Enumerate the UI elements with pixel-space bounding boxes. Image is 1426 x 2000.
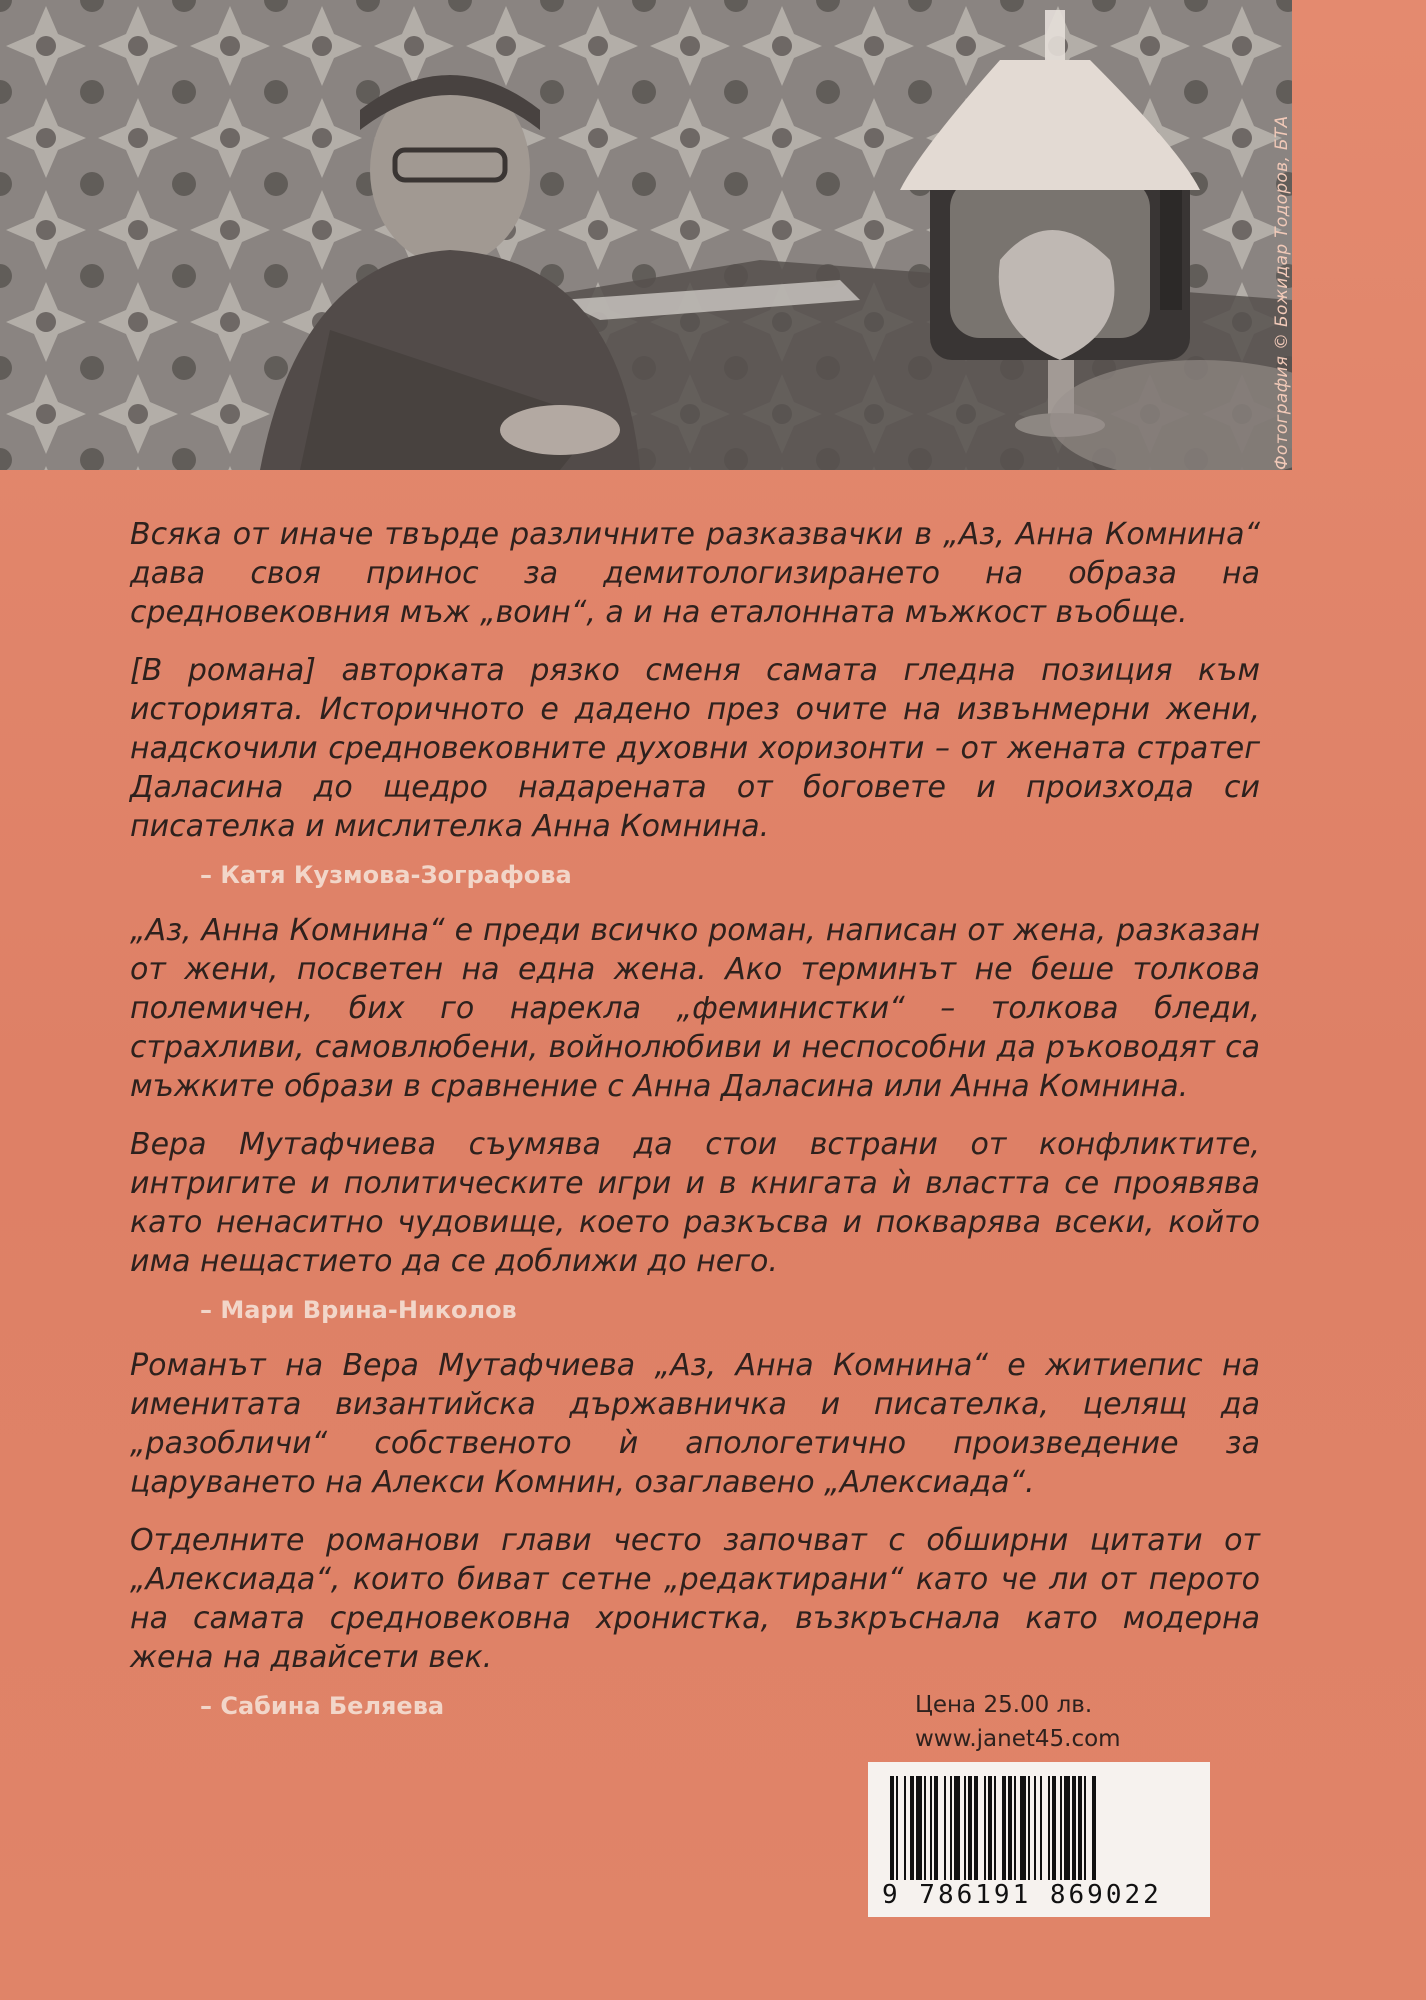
- barcode-bar: [896, 1776, 898, 1880]
- barcode-bar: [1072, 1776, 1076, 1880]
- barcode-bar: [1064, 1776, 1070, 1880]
- barcode-bar: [968, 1776, 972, 1880]
- price-block: [915, 1688, 1121, 1756]
- barcode-bar: [1092, 1776, 1096, 1880]
- barcode-bar: [954, 1776, 960, 1880]
- barcode-bar: [988, 1776, 992, 1880]
- blurb-author: – Катя Кузмова-Зографова: [200, 861, 572, 889]
- barcode-bar: [1060, 1776, 1062, 1880]
- barcode-bar: [1014, 1776, 1016, 1880]
- barcode-bar: [1040, 1776, 1042, 1880]
- blurb-paragraph: „Аз, Анна Комнина“ е преди всичко роман, написан от жена, разказан от жени, посветен на една жена. Ако терминът не беше толкова полемичен, бих го нарекла „феминистки“ – толкова бледи, страхливи, самовлюбени, войнолюбиви и неспособни да ръководят са мъжките образи в сравнение с Анна Даласина или Анна Комнина.: [130, 913, 1260, 1104]
- blurb-paragraph: Всяка от иначе твърде различните разказвачки в „Аз, Анна Комнина“ дава своя принос за демитологизирането на образа на средновековния мъж „воин“, а и на еталонната мъжкост въобще.: [130, 517, 1260, 630]
- barcode-bar: [1084, 1776, 1086, 1880]
- barcode-bar: [950, 1776, 952, 1880]
- barcode-bar: [1028, 1776, 1030, 1880]
- blurb-paragraph: Романът на Вера Мутафчиева „Аз, Анна Комнина“ е житиепис на именитата византийска държавничка и писателка, целящ да „разобличи“ собственото ѝ апологетично произведение за царуването на Алекси Комнин, озаглавено „Алексиада“.: [130, 1348, 1260, 1500]
- blurb-author: – Сабина Беляева: [200, 1692, 445, 1720]
- barcode-bar: [924, 1776, 926, 1880]
- barcode-bar: [1048, 1776, 1050, 1880]
- isbn-number: 9 786191 869022: [882, 1880, 1162, 1910]
- author-photo: [0, 0, 1292, 470]
- barcode-bar: [916, 1776, 922, 1880]
- price: Цена 25.00 лв.: [915, 1692, 1093, 1718]
- barcode-bar: [994, 1776, 996, 1880]
- barcode-bar: [934, 1776, 938, 1880]
- barcode-bar: [1008, 1776, 1012, 1880]
- barcode-bar: [984, 1776, 986, 1880]
- barcode-bar: [1020, 1776, 1026, 1880]
- blurbs-column: [130, 515, 1260, 1742]
- blurb-author: – Мари Врина-Николов: [200, 1296, 517, 1324]
- barcode-bar: [944, 1776, 946, 1880]
- barcode-bar: [1002, 1776, 1006, 1880]
- photo-credit: Фотография © Божидар Тодоров, БТА: [1272, 115, 1292, 470]
- barcode-bar: [964, 1776, 966, 1880]
- barcode: [868, 1762, 1210, 1917]
- barcode-bars: [886, 1776, 1192, 1880]
- barcode-bar: [904, 1776, 906, 1880]
- barcode-bar: [930, 1776, 932, 1880]
- blurb-paragraph: Вера Мутафчиева съумява да стои встрани от конфликтите, интригите и политическите игри и в книгата ѝ властта се проявява като ненаситно чудовище, което разкъсва и покварява всеки, който има нещастието да се доближи до него.: [130, 1127, 1260, 1279]
- barcode-bar: [1034, 1776, 1036, 1880]
- barcode-bar: [910, 1776, 914, 1880]
- barcode-bar: [890, 1776, 894, 1880]
- blurb-paragraph: Отделните романови глави често започват с обширни цитати от „Алексиада“, които биват сетне „редактирани“ като че ли от перото на самата средновековна хронистка, възкръснала като модерна жена на двайсети век.: [130, 1523, 1260, 1675]
- barcode-bar: [1078, 1776, 1082, 1880]
- website: www.janet45.com: [915, 1726, 1121, 1752]
- barcode-bar: [1052, 1776, 1056, 1880]
- barcode-bar: [974, 1776, 978, 1880]
- blurb-paragraph: [В романа] авторката рязко сменя самата гледна позиция към историята. Историчното е дадено през очите на извънмерни жени, надскочили средновековните духовни хоризонти – от жената стратег Даласина до щедро надарената от боговете и произхода си писателка и мислителка Анна Комнина.: [130, 653, 1260, 844]
